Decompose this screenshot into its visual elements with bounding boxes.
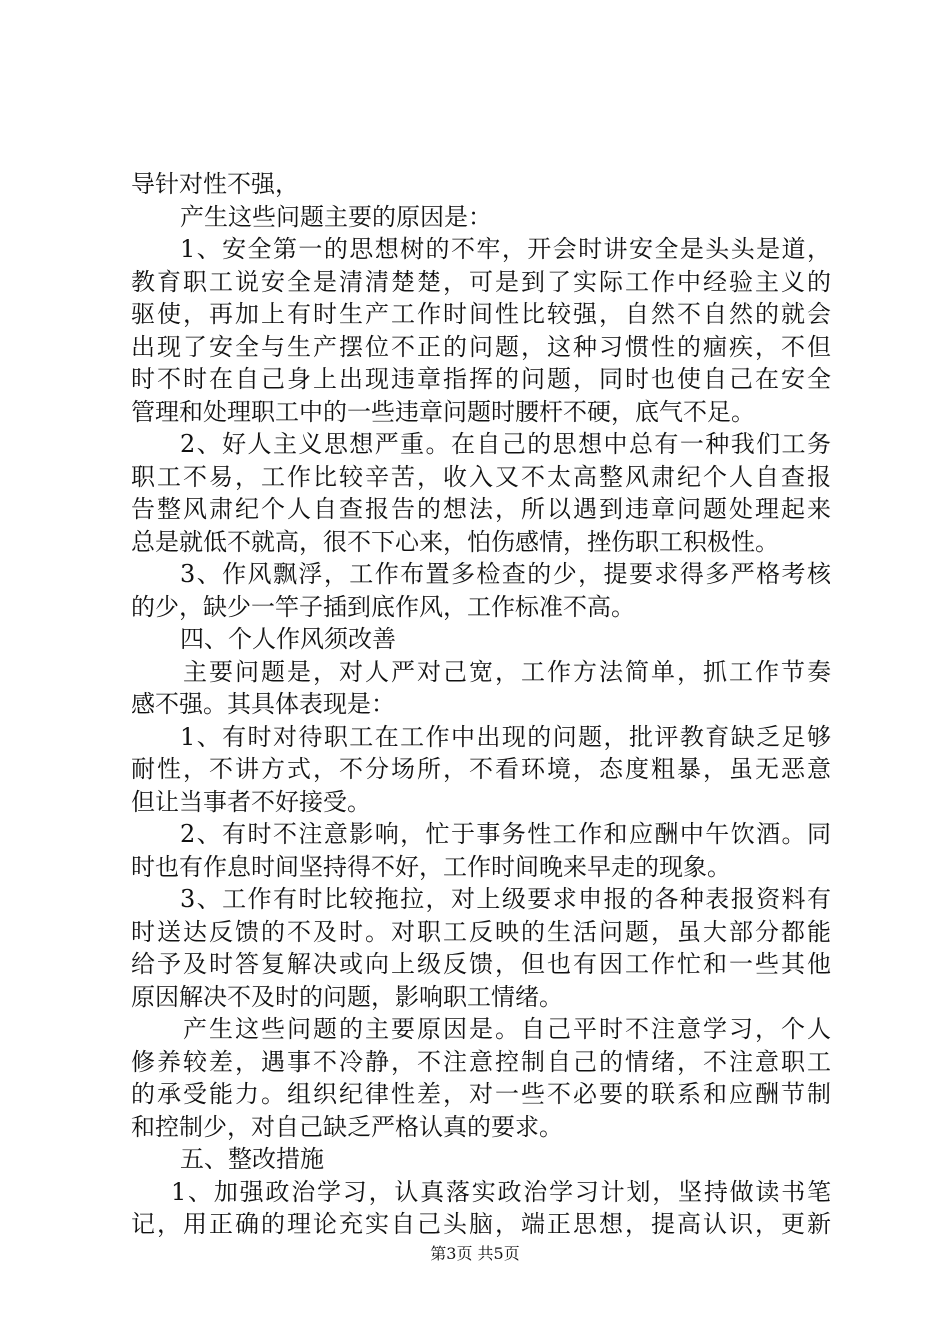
text-line: 1、有时对待职工在工作中出现的问题，批评教育缺乏足够 — [180, 722, 831, 751]
text-line: 出现了安全与生产摆位不正的问题，这种习惯性的痼疾，不但 — [131, 332, 831, 361]
text-line: 时不时在自己身上出现违章指挥的问题，同时也使自己在安全 — [131, 365, 831, 393]
text-line: 五、整改措施 — [180, 1145, 324, 1173]
text-line: 驱使，再加上有时生产工作时间性比较强，自然不自然的就会 — [131, 300, 831, 328]
text-line: 但让当事者不好接受。 — [131, 787, 371, 816]
text-line: 职工不易，工作比较辛苦，收入又不太高整风肃纪个人自查报 — [131, 462, 831, 491]
text-line: 2、好人主义思想严重。在自己的思想中总有一种我们工务 — [180, 430, 831, 458]
text-line: 告整风肃纪个人自查报告的想法，所以遇到违章问题处理起来 — [131, 495, 831, 523]
text-line: 四、个人作风须改善 — [180, 625, 396, 653]
text-line: 管理和处理职工中的一些违章问题时腰杆不硬，底气不足。 — [131, 397, 755, 426]
text-line: 3、作风飘浮，工作布置多检查的少，提要求得多严格考核 — [180, 560, 831, 588]
document-body — [131, 168, 831, 1241]
text-line: 主要问题是，对人严对己宽，工作方法简单，抓工作节奏 — [183, 657, 831, 686]
text-line: 1、加强政治学习，认真落实政治学习计划，坚持做读书笔 — [171, 1177, 831, 1206]
text-line: 耐性，不讲方式，不分场所，不看环境，态度粗暴，虽无恶意 — [131, 755, 831, 783]
text-line: 3、工作有时比较拖拉，对上级要求申报的各种表报资料有 — [180, 885, 831, 913]
text-line: 产生这些问题主要的原因是： — [180, 202, 492, 231]
text-line: 2、有时不注意影响，忙于事务性工作和应酬中午饮酒。同 — [180, 820, 831, 848]
text-line: 时送达反馈的不及时。对职工反映的生活问题，虽大部分都能 — [131, 917, 831, 946]
text-line: 教育职工说安全是清清楚楚，可是到了实际工作中经验主义的 — [131, 267, 831, 296]
page-footer: 第3页 共5页 — [430, 1244, 520, 1263]
text-line: 感不强。其具体表现是： — [131, 690, 395, 718]
text-line: 给予及时答复解决或向上级反馈，但也有因工作忙和一些其他 — [131, 950, 831, 978]
text-line: 的少，缺少一竿子插到底作风，工作标准不高。 — [131, 592, 635, 621]
text-line: 1、安全第一的思想树的不牢，开会时讲安全是头头是道， — [180, 235, 831, 263]
text-line: 修养较差，遇事不冷静，不注意控制自己的情绪，不注意职工 — [131, 1047, 831, 1076]
text-line: 导针对性不强， — [131, 170, 299, 198]
text-line: 时也有作息时间坚持得不好，工作时间晚来早走的现象。 — [131, 852, 731, 881]
text-line: 记，用正确的理论充实自己头脑，端正思想，提高认识，更新 — [131, 1210, 831, 1238]
text-line: 和控制少，对自己缺乏严格认真的要求。 — [131, 1112, 563, 1141]
text-line: 产生这些问题的主要原因是。自己平时不注意学习，个人 — [183, 1015, 831, 1043]
text-line: 总是就低不就高，很不下心来，怕伤感情，挫伤职工积极性。 — [131, 527, 779, 556]
text-line: 的承受能力。组织纪律性差，对一些不必要的联系和应酬节制 — [131, 1080, 831, 1108]
text-line: 原因解决不及时的问题，影响职工情绪。 — [131, 982, 563, 1011]
